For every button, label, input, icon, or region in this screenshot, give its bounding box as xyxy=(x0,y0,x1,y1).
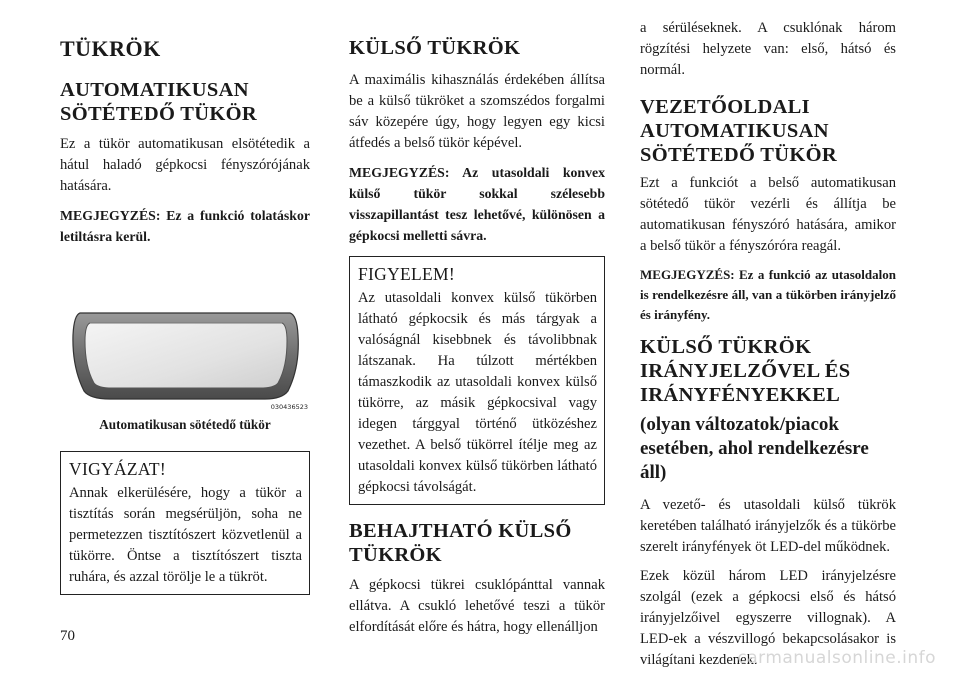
mirror-figure xyxy=(60,295,310,415)
section-title: TÜKRÖK xyxy=(60,36,161,61)
caution-text: Annak elkerülésére, hogy a tükör a tisztítás során megsérüljön, soha ne permetezzen tisztítószert közvetlenül a tükörre. Öntse a tisztítószert tiszta ruhára, és azzal törölje le a tükröt. xyxy=(69,485,302,585)
caution-box xyxy=(60,451,310,595)
warning-title: FIGYELEM! xyxy=(358,264,455,284)
warning-box xyxy=(349,256,605,505)
figure-caption: Automatikusan sötétedő tükör xyxy=(99,417,271,432)
watermark: carmanualsonline.info xyxy=(737,648,936,668)
column-left xyxy=(60,30,310,595)
page-number: 70 xyxy=(60,628,75,644)
heading-folding-mirrors: BEHAJTHATÓ KÜLSŐ TÜKRÖK xyxy=(349,520,572,566)
paragraph-outside-mirrors: A maximális kihasználás érdekében állítsa be a külső tükröket a szomszédos forgalmi sáv közepére úgy, hogy legyen egy kicsi átfedés a belső tükör képével. xyxy=(349,72,605,151)
figure-code: 030436523 xyxy=(270,403,308,411)
paragraph-turn-signals: A vezető- és utasoldali külső tükrök keretében található irányjelzők és a tükörbe szerelt irányfények öt LED-del működnek. xyxy=(640,497,896,555)
note-passenger-side: MEGJEGYZÉS: Ez a funkció az utasoldalon is rendelkezésre áll, van a tükörben irányjelző és irányfény. xyxy=(640,267,896,322)
heading-auto-dimming-mirror: AUTOMATIKUSAN SÖTÉTEDŐ TÜKÖR xyxy=(60,79,257,125)
caution-title: VIGYÁZAT! xyxy=(69,459,166,479)
paragraph-auto-dimming: Ez a tükör automatikusan elsötétedik a hátul haladó gépkocsi fényszórójának hatására. xyxy=(60,136,310,194)
paragraph-folding-mirrors: A gépkocsi tükrei csuklópánttal vannak ellátva. A csukló lehetővé teszi a tükör elfordítását előre és hátra, hogy ellenálljon xyxy=(349,577,605,635)
heading-outside-mirrors: KÜLSŐ TÜKRÖK xyxy=(349,37,521,59)
column-right xyxy=(640,20,896,679)
warning-text: Az utasoldali konvex külső tükörben látható gépkocsik és más tárgyak a valóságnál kisebbnek és távolibbnak látszanak. Ha túlzott mértékben támaszkodik az utasoldali konvex külső tükörre, az másik gépkocsival vagy idegen tárggyal történő ütközéshez vezethet. A belső tükörrel ítélje meg az utasoldali konvex külső tükörben látható gépkocsi távolságát. xyxy=(358,290,597,495)
paragraph-continued: a sérüléseknek. A csuklónak három rögzítési helyzete van: első, hátsó és normál. xyxy=(640,20,896,78)
paragraph-driver-auto-dimming: Ezt a funkciót a belső automatikusan sötétedő tükör vezérli és állítja be automatikusan fényszóró hatására, amikor a belső tükör a fényszóróra reagál. xyxy=(640,175,896,254)
note-convex-mirror: MEGJEGYZÉS: Az utasoldali konvex külső tükör sokkal szélesebb visszapillantást tesz lehetővé, különösen a gépkocsi melletti sávra. xyxy=(349,165,605,243)
column-middle xyxy=(349,30,605,646)
paragraph-led-signals: Ezek közül három LED irányjelzésre szolgál (ezek a gépkocsi első és hátsó irányjelzőivel egyszerre villognak). A LED-ek a vészvillogó bekapcsolásakor is világítani kezdenek. xyxy=(640,568,896,668)
heading-turn-signal-mirrors: KÜLSŐ TÜKRÖK IRÁNYJELZŐVEL ÉS IRÁNYFÉNYEKKEL xyxy=(640,336,851,406)
subheading-availability: (olyan változatok/piacok esetében, ahol rendelkezésre áll) xyxy=(640,414,869,483)
heading-driver-auto-dimming: VEZETŐOLDALI AUTOMATIKUSAN SÖTÉTEDŐ TÜKÖR xyxy=(640,96,837,166)
rearview-mirror-image xyxy=(60,295,310,415)
note-reverse-disabled: MEGJEGYZÉS: Ez a funkció tolatáskor letiltásra kerül. xyxy=(60,208,310,244)
